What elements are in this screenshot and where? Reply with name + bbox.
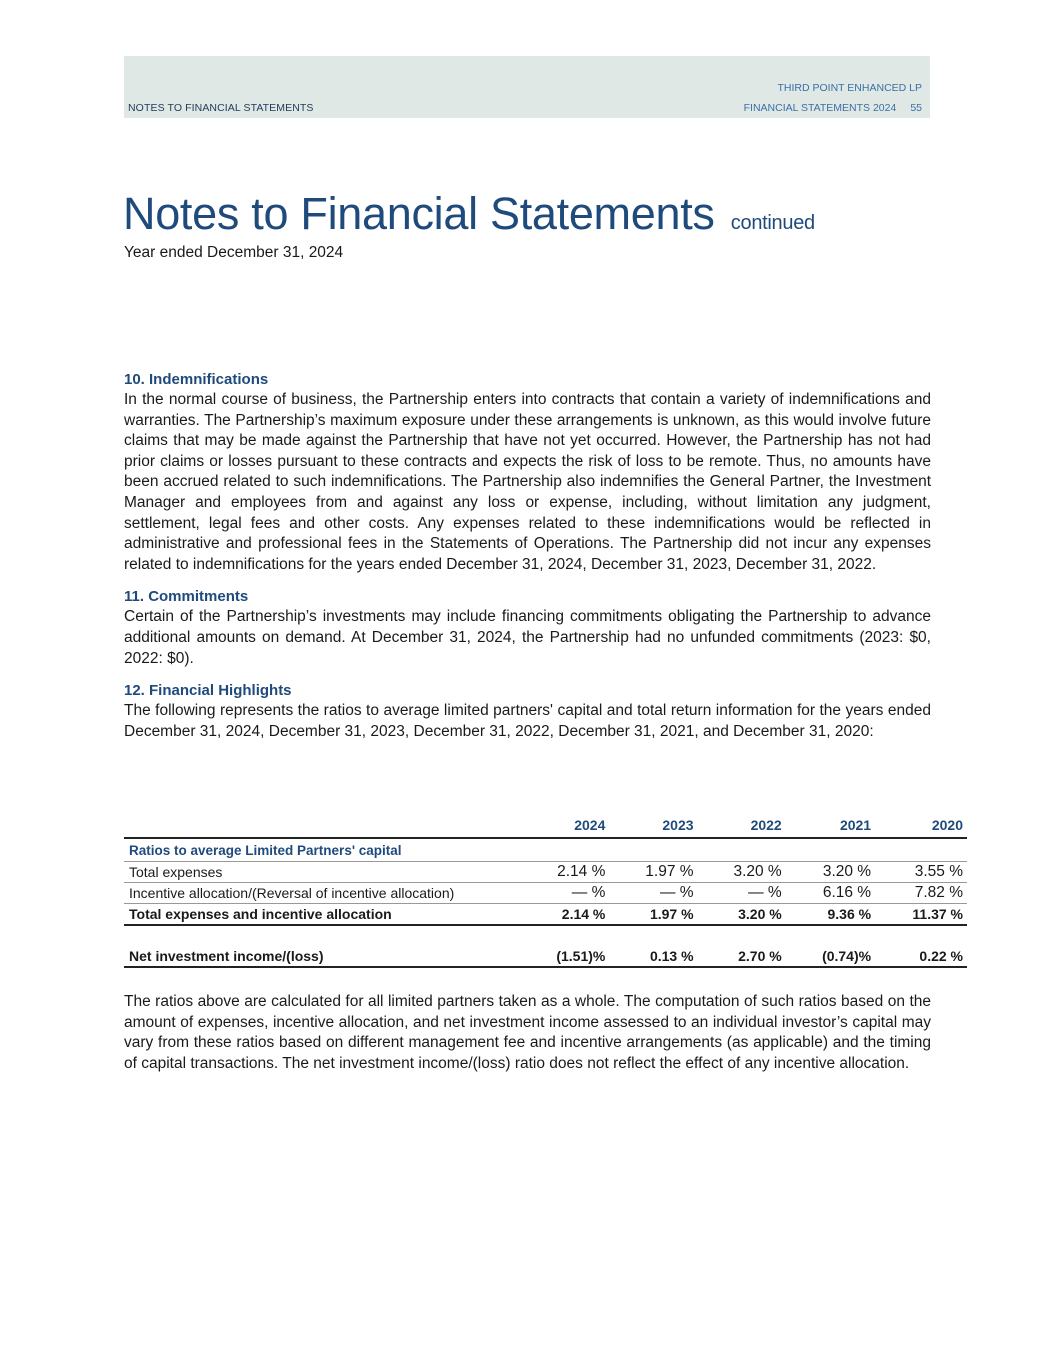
financial-highlights-table: [124, 815, 967, 968]
note-heading: 12. Financial Highlights: [124, 682, 292, 700]
page-title: [123, 188, 815, 240]
table-total-row: [124, 904, 967, 926]
table-net-row: [124, 945, 967, 967]
page-number: 55: [910, 102, 922, 114]
cell-value: 7.82 %: [875, 883, 967, 904]
section-label: Ratios to average Limited Partners' capital: [124, 838, 967, 862]
cell-value: — %: [698, 883, 786, 904]
cell-value: 6.16 %: [786, 883, 875, 904]
note-heading: 11. Commitments: [124, 588, 249, 606]
row-label: Incentive allocation/(Reversal of incentive allocation): [124, 883, 520, 904]
notes-content: [124, 370, 931, 754]
row-label: Net investment income/(loss): [124, 945, 520, 967]
header-section-label: NOTES TO FINANCIAL STATEMENTS: [128, 102, 314, 114]
table-row: [124, 883, 967, 904]
note-financial-highlights: [124, 681, 931, 742]
year-header-2024: 2024: [574, 817, 606, 833]
cell-value: 2.70 %: [698, 945, 786, 967]
spacer-cell: [124, 925, 967, 945]
table-spacer-row: [124, 925, 967, 945]
header-doc-label-text: FINANCIAL STATEMENTS 2024: [743, 102, 897, 114]
cell-value: — %: [520, 883, 609, 904]
cell-value: 1.97 %: [609, 904, 697, 926]
cell-value: 3.20 %: [698, 862, 786, 883]
page-title-main: Notes to Financial Statements: [123, 188, 715, 239]
table-row: [124, 862, 967, 883]
cell-value: (1.51)%: [520, 945, 609, 967]
year-header-2020: 2020: [931, 817, 963, 833]
note-indemnifications: [124, 370, 931, 575]
cell-value: — %: [609, 883, 697, 904]
year-header-2022: 2022: [750, 817, 782, 833]
cell-value: 3.55 %: [875, 862, 967, 883]
note-heading: 10. Indemnifications: [124, 371, 269, 388]
cell-value: 2.14 %: [520, 862, 609, 883]
page-header-band: [124, 56, 930, 118]
page-title-continued: continued: [730, 212, 815, 234]
table-section-row: [124, 838, 967, 862]
cell-value: 2.14 %: [520, 904, 609, 926]
year-header-2023: 2023: [662, 817, 694, 833]
note-body: The following represents the ratios to average limited partners' capital and total return information for the years ended December 31, 2024, December 31, 2023, December 31, 2022, December 31, 2021, and December 31, 2020:: [124, 702, 931, 740]
page-subtitle: Year ended December 31, 2024: [124, 244, 344, 261]
note-body: Certain of the Partnership’s investments may include financing commitments obligating the Partnership to advance additional amounts on demand. At December 31, 2024, the Partnership had no unfunded commitments (2023: $0, 2022: $0).: [124, 608, 931, 667]
cell-value: 11.37 %: [875, 904, 967, 926]
row-label: Total expenses and incentive allocation: [124, 904, 520, 926]
header-company-name: THIRD POINT ENHANCED LP: [777, 82, 922, 94]
table-header-label: [124, 815, 520, 838]
ratios-footnote: The ratios above are calculated for all limited partners taken as a whole. The computation of such ratios based on the amount of expenses, incentive allocation, and net investment income assessed to an individual investor’s capital may vary from these ratios based on different management fee and incentive arrangements (as applicable) and the timing of capital transactions. The net investment income/(loss) ratio does not reflect the effect of any incentive allocation.: [124, 993, 931, 1072]
header-document-label: [744, 102, 922, 114]
cell-value: 9.36 %: [786, 904, 875, 926]
cell-value: (0.74)%: [786, 945, 875, 967]
cell-value: 1.97 %: [609, 862, 697, 883]
note-commitments: [124, 587, 931, 669]
cell-value: 0.13 %: [609, 945, 697, 967]
note-body: In the normal course of business, the Partnership enters into contracts that contain a variety of indemnifications and warranties. The Partnership’s maximum exposure under these arrangements is unknown, as this would involve future claims that may be made against the Partnership that have not yet occurred. However, the Partnership has not had prior claims or losses pursuant to these contracts and expects the risk of loss to be remote. Thus, no amounts have been accrued related to such indemnifications. The Partnership also indemnifies the General Partner, the Investment Manager and employees from and against any loss or expense, including, without limitation any judgment, settlement, legal fees and other costs. Any expenses related to these indemnifications would be reflected in administrative and professional fees in the Statements of Operations. The Partnership did not incur any expenses related to indemnifications for the years ended December 31, 2024, December 31, 2023, December 31, 2022.: [124, 391, 931, 573]
row-label: Total expenses: [124, 862, 520, 883]
cell-value: 0.22 %: [875, 945, 967, 967]
year-header-2021: 2021: [839, 817, 872, 833]
cell-value: 3.20 %: [698, 904, 786, 926]
table-header-row: [124, 815, 967, 838]
cell-value: 3.20 %: [786, 862, 875, 883]
